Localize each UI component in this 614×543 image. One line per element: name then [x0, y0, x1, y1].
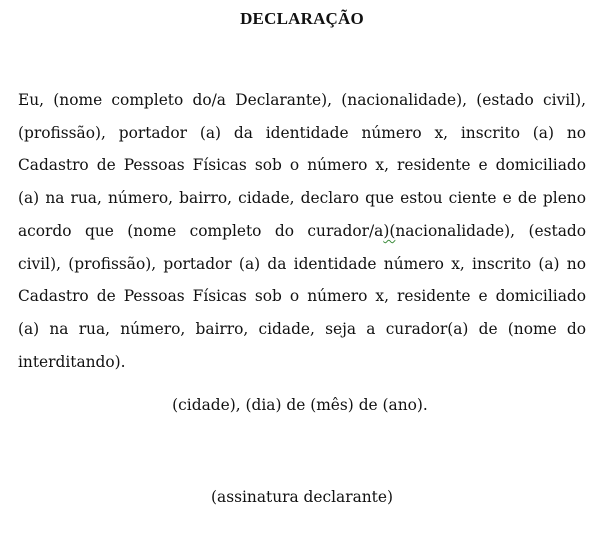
paragraph-line: Cadastro de Pessoas Físicas sob o número x, residente e domiciliado: [18, 156, 586, 175]
paragraph-line: interditando).: [18, 352, 126, 371]
line-text-part: acordo que (nome completo do curador/a: [18, 221, 384, 240]
paragraph-line-with-spellcheck: [18, 215, 586, 248]
grammar-squiggle-mark[interactable]: )(: [383, 221, 396, 240]
line-text-part: nacionalidade), (estado: [395, 221, 586, 240]
paragraph-line: (a) na rua, número, bairro, cidade, seja a curador(a) de (nome do: [18, 319, 586, 338]
paragraph-line: Eu, (nome completo do/a Declarante), (nacionalidade), (estado civil),: [18, 91, 586, 109]
paragraph-line: (a) na rua, número, bairro, cidade, declaro que estou ciente e de pleno: [18, 189, 586, 208]
paragraph-line: civil), (profissão), portador (a) da identidade número x, inscrito (a) no: [18, 254, 586, 273]
declaration-paragraph: [18, 84, 586, 378]
place-date-line: (cidade), (dia) de (mês) de (ano).: [172, 396, 428, 414]
document-title: DECLARAÇÃO: [240, 9, 364, 28]
paragraph-line: Cadastro de Pessoas Físicas sob o número x, residente e domiciliado: [18, 287, 586, 306]
paragraph-line: (profissão), portador (a) da identidade número x, inscrito (a) no: [18, 123, 586, 142]
signature-line: (assinatura declarante): [211, 488, 393, 506]
